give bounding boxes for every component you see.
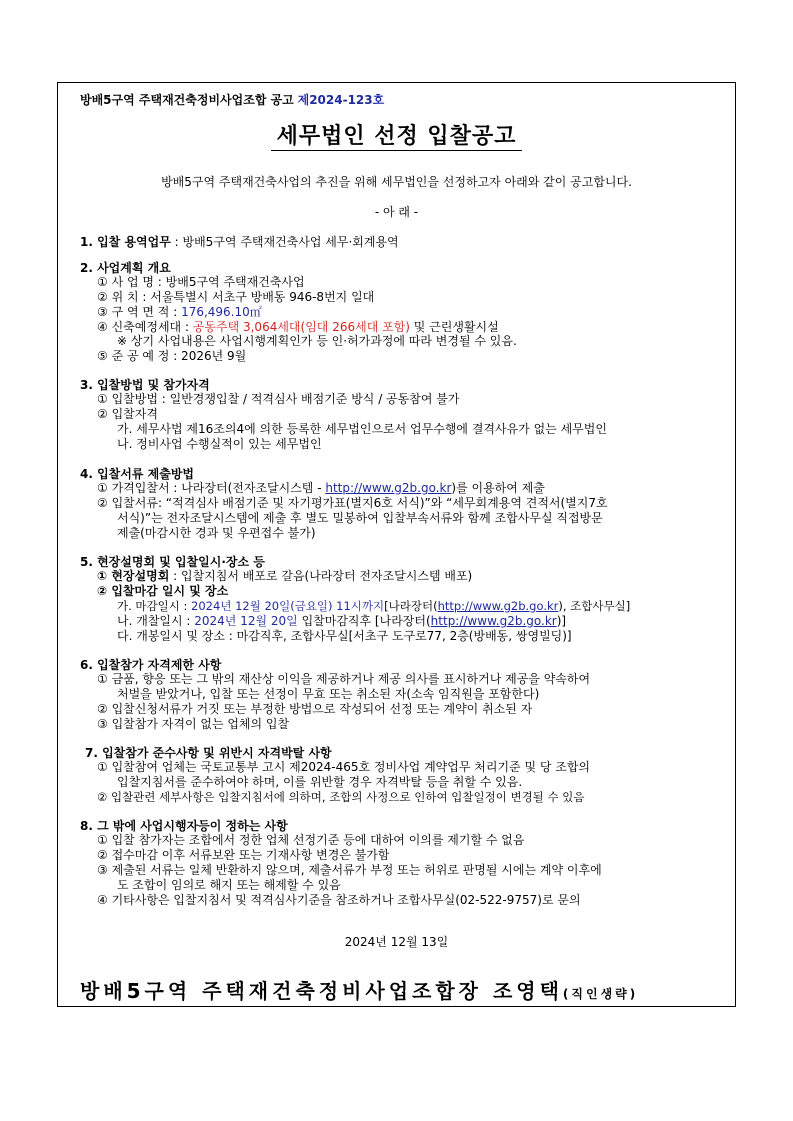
section-8-line: ① 입찰 참가자는 조합에서 정한 업체 선정기준 등에 대하여 이의를 제기할 수 없음 — [97, 833, 525, 847]
section-2-line: ① 사 업 명 : 방배5구역 주택재건축사업 — [97, 275, 305, 289]
opening-date: 2024년 12월 20일 — [194, 614, 298, 628]
section-4-line: 서식)”는 전자조달시스템에 제출 후 별도 밀봉하여 입찰부속서류와 함께 조합사무실 직접방문 — [117, 511, 603, 525]
opening-line: 나. 개찰일시 : 2024년 12월 20일 입찰마감직후 [나라장터(http://www.g2b.go.kr)] — [117, 614, 567, 628]
section-2-line: ② 위 치 : 서울특별시 서초구 방배동 946-8번지 일대 — [97, 290, 375, 304]
seal-note: (직인생략) — [562, 987, 639, 1001]
section-4-line: ① 가격입찰서 : 나라장터(전자조달시스템 - http://www.g2b.go.kr)를 이용하여 제출 — [97, 481, 545, 495]
section-2-heading: 2. 사업계획 개요 — [80, 261, 171, 275]
section-5-line: ② 입찰마감 일시 및 장소 — [97, 584, 229, 598]
section-8-line: ② 접수마감 이후 서류보완 또는 기재사항 변경은 불가함 — [97, 848, 390, 862]
section-8-line: ③ 제출된 서류는 일체 반환하지 않으며, 제출서류가 부정 또는 허위로 판명될 시에는 계약 이후에 — [97, 863, 602, 877]
notice-header — [80, 93, 384, 108]
section-7-line: 입찰지침서를 준수하여야 하며, 이를 위반할 경우 자격박탈 등을 취할 수 있음. — [117, 775, 523, 789]
below-marker: - 아 래 - — [374, 205, 419, 219]
section-2-line: ④ 신축예정세대 : 공동주택 3,064세대(임대 266세대 포함) 및 근린생활시설 — [97, 320, 499, 334]
section-3-line: 나. 정비사업 수행실적이 있는 세무법인 — [117, 437, 322, 451]
section-3-line: 가. 세무사법 제16조의4에 의한 등록한 세무법인으로서 업무수행에 결격사유가 없는 세무법인 — [117, 422, 607, 436]
g2b-link[interactable]: http://www.g2b.go.kr — [430, 614, 557, 628]
section-1-heading: 1. 입찰 용역업무 — [80, 235, 171, 249]
section-3-line: ① 입찰방법 : 일반경쟁입찰 / 적격심사 배점기준 방식 / 공동참여 불가 — [97, 392, 460, 406]
section-5-line: ① 현장설명회 : 입찰지침서 배포로 갈음(나라장터 전자조달시스템 배포) — [97, 569, 473, 583]
section-8-line: ④ 기타사항은 입찰지침서 및 적격심사기준을 참조하거나 조합사무실(02-522-9757)로 문의 — [97, 893, 581, 907]
section-2-line: ⑤ 준 공 예 정 : 2026년 9월 — [97, 349, 247, 363]
section-8-heading: 8. 그 밖에 사업시행자등이 정하는 사항 — [80, 819, 288, 833]
section-6-line: ① 금품, 향응 또는 그 밖의 재산상 이익을 제공하거나 제공 의사를 표시하거나 제공을 약속하여 — [97, 672, 591, 686]
section-2-line: ③ 구 역 면 적 : 176,496.10㎡ — [97, 305, 262, 319]
section-6-line: ② 입찰신청서류가 거짓 또는 부정한 방법으로 작성되어 선정 또는 계약이 취소된 자 — [97, 702, 533, 716]
section-7-line: ① 입찰참여 업체는 국토교통부 고시 제2024-465호 정비사업 계약업무 처리기준 및 당 조합의 — [97, 760, 591, 774]
intro-text: 방배5구역 주택재건축사업의 추진을 위해 세무법인을 선정하고자 아래와 같이 공고합니다. — [161, 175, 632, 189]
section-3-heading: 3. 입찰방법 및 참가자격 — [80, 378, 210, 392]
section-1-text: : 방배5구역 주택재건축사업 세무·회계용역 — [170, 235, 399, 249]
section-4-heading: 4. 입찰서류 제출방법 — [80, 467, 195, 481]
signature-line — [80, 975, 638, 1004]
g2b-link[interactable]: http://www.g2b.go.kr — [437, 599, 559, 613]
deadline-line: 가. 마감일시 : 2024년 12월 20일(금요일) 11시까지[나라장터(http://www.g2b.go.kr), 조합사무실] — [117, 599, 631, 613]
issuer: 방배5구역 주택재건축정비사업조합 공고 — [80, 93, 294, 107]
g2b-link[interactable]: http://www.g2b.go.kr — [325, 481, 452, 495]
section-7-heading: 7. 입찰참가 준수사항 및 위반시 자격박탈 사항 — [85, 746, 332, 760]
section-2-note: ※ 상기 사업내용은 사업시행계획인가 등 인·허가과정에 따라 변경될 수 있음. — [117, 334, 517, 348]
section-5-line: 다. 개봉일시 및 장소 : 마감직후, 조합사무실[서초구 도구로77, 2층(방배동, 쌍영빌딩)] — [117, 629, 572, 643]
section-8-line: 도 조합이 임의로 해지 또는 해제할 수 있음 — [117, 878, 341, 892]
section-6-line: ③ 입찰참가 자격이 없는 업체의 입찰 — [97, 717, 290, 731]
area-value: 176,496.10㎡ — [181, 305, 262, 319]
section-7-line: ② 입찰관련 세부사항은 입찰지침서에 의하며, 조합의 사정으로 인하여 입찰일정이 변경될 수 있음 — [97, 790, 585, 804]
section-4-line: 제출(마감시한 경과 및 우편접수 불가) — [117, 526, 316, 540]
section-5-heading: 5. 현장설명회 및 입찰일시·장소 등 — [80, 555, 265, 569]
notice-date: 2024년 12월 13일 — [344, 935, 449, 949]
household-count: 공동주택 3,064세대(임대 266세대 포함) — [192, 320, 410, 334]
page-title: 세무법인 선정 입찰공고 — [0, 119, 793, 150]
section-3-line: ② 입찰자격 — [97, 407, 158, 421]
section-4-line: ② 입찰서류: “적격심사 배점기준 및 자기평가표(별지6호 서식)”와 “세무회계용역 견적서(별지7호 — [97, 496, 608, 510]
section-1 — [80, 235, 399, 250]
signature: 방배5구역 주택재건축정비사업조합장 조영택 — [80, 979, 563, 1003]
section-6-heading: 6. 입찰참가 자격제한 사항 — [80, 658, 222, 672]
notice-number: 제2024-123호 — [297, 93, 385, 107]
deadline-date: 2024년 12월 20일(금요일) 11시까지 — [191, 599, 385, 613]
section-6-line: 처벌을 받았거나, 입찰 또는 선정이 무효 또는 취소된 자(소속 임직원을 포함한다) — [117, 687, 540, 701]
